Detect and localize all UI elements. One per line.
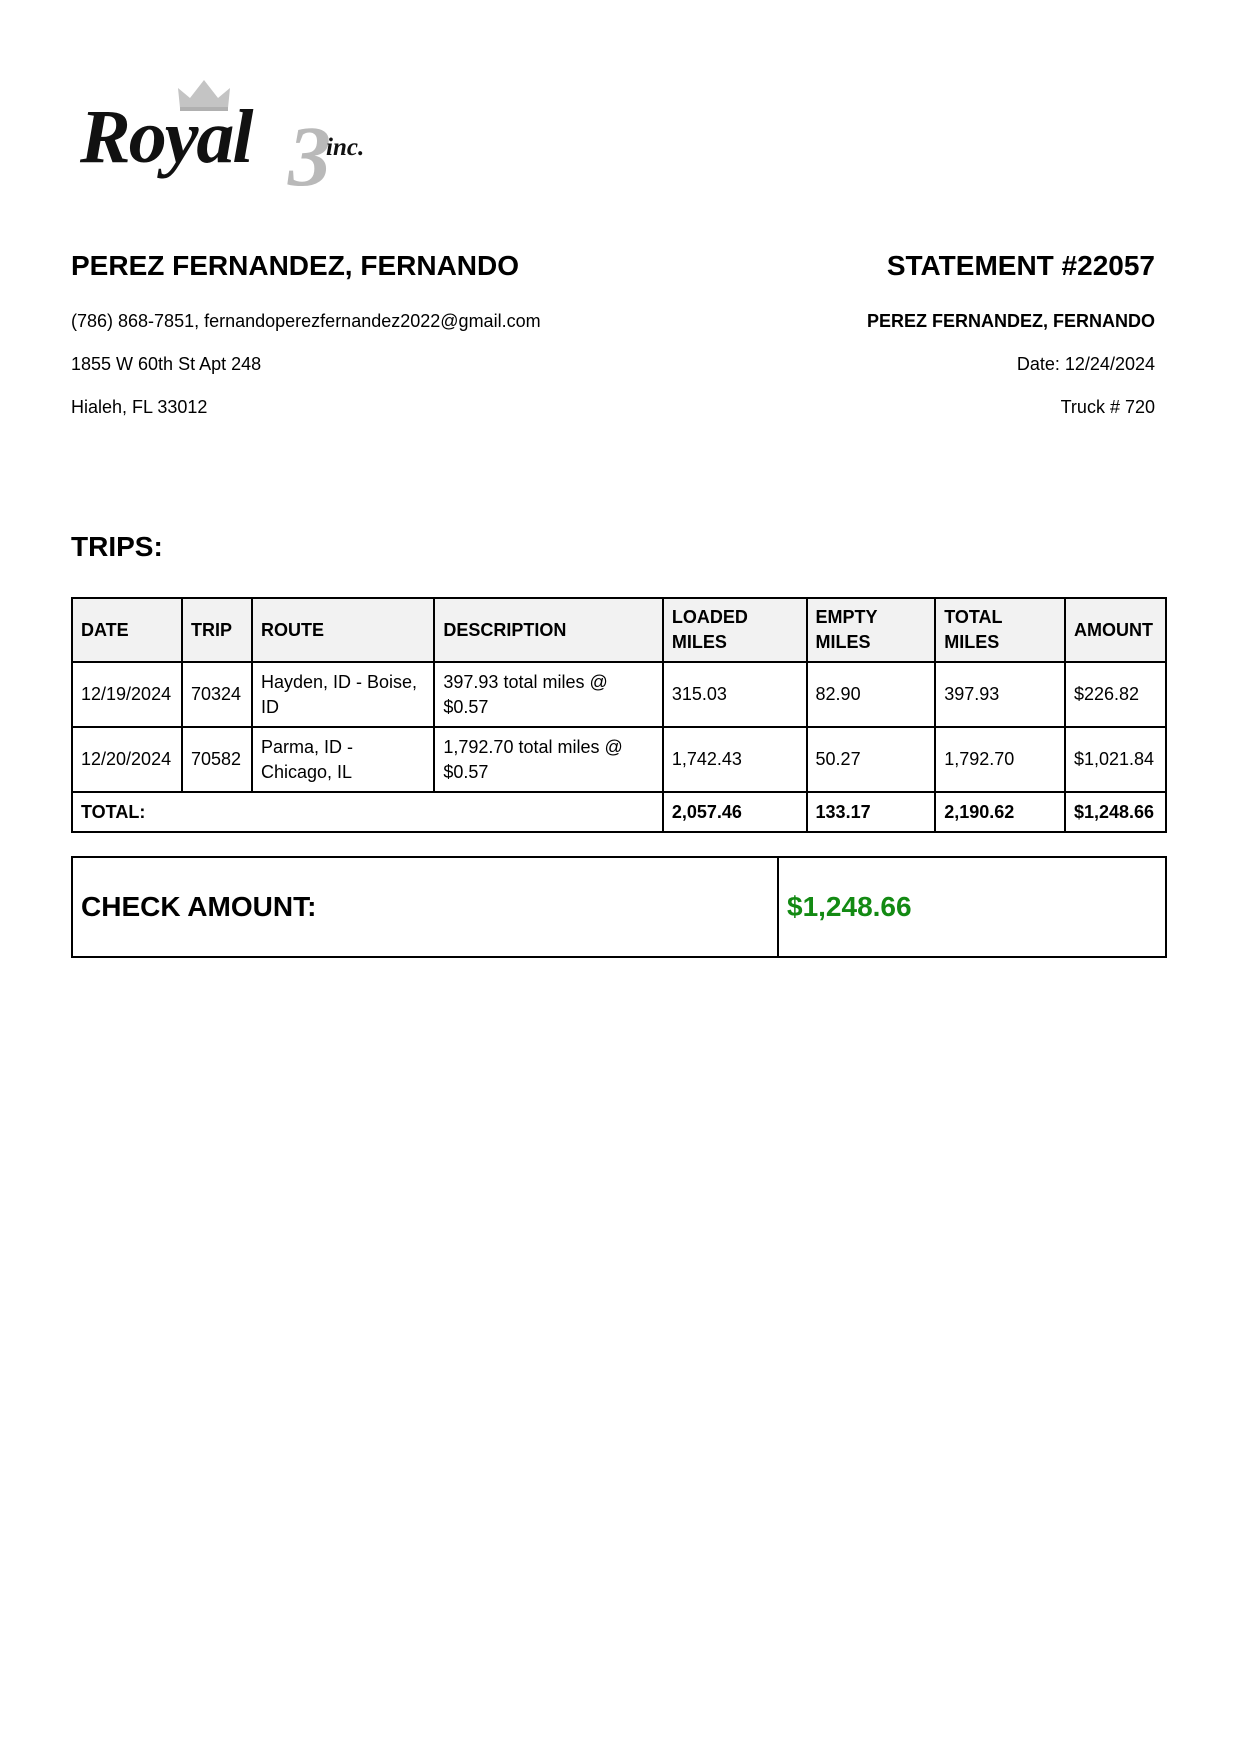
cell-total-miles: 1,792.70 <box>935 727 1065 792</box>
total-amount: $1,248.66 <box>1065 792 1166 832</box>
driver-address-line2: Hialeh, FL 33012 <box>71 397 208 417</box>
cell-date: 12/19/2024 <box>72 662 182 727</box>
cell-amount: $226.82 <box>1065 662 1166 727</box>
cell-description: 397.93 total miles @ $0.57 <box>434 662 662 727</box>
cell-route: Parma, ID - Chicago, IL <box>252 727 434 792</box>
total-loaded-miles: 2,057.46 <box>663 792 807 832</box>
check-amount-box <box>71 856 1167 958</box>
column-header-route: ROUTE <box>252 598 434 662</box>
column-header-date: DATE <box>72 598 182 662</box>
company-logo <box>76 76 386 204</box>
check-amount-label: CHECK AMOUNT: <box>72 857 778 957</box>
total-total-miles: 2,190.62 <box>935 792 1065 832</box>
statement-date: Date: 12/24/2024 <box>1016 354 1155 374</box>
truck-number: Truck # 720 <box>1060 397 1155 417</box>
cell-loaded-miles: 1,742.43 <box>663 727 807 792</box>
column-header-description: DESCRIPTION <box>434 598 662 662</box>
column-header-empty-miles: EMPTY MILES <box>807 598 936 662</box>
cell-loaded-miles: 315.03 <box>663 662 807 727</box>
driver-name-heading: PEREZ FERNANDEZ, FERNANDO <box>71 250 520 281</box>
check-amount-value: $1,248.66 <box>778 857 1166 957</box>
trips-heading: TRIPS: <box>71 531 163 562</box>
table-row <box>72 727 1166 792</box>
cell-trip: 70324 <box>182 662 252 727</box>
column-header-loaded-miles: LOADED MILES <box>663 598 807 662</box>
table-header-row <box>72 598 1166 662</box>
logo-suffix: inc. <box>326 134 365 161</box>
total-empty-miles: 133.17 <box>807 792 936 832</box>
cell-trip: 70582 <box>182 727 252 792</box>
trips-table <box>71 597 1167 833</box>
statement-title: STATEMENT #22057 <box>886 250 1155 281</box>
driver-address-line1: 1855 W 60th St Apt 248 <box>71 354 262 374</box>
cell-amount: $1,021.84 <box>1065 727 1166 792</box>
driver-contact: (786) 868-7851, fernandoperezfernandez2022@gmail.com <box>71 311 541 331</box>
logo-number: 3 <box>288 108 331 204</box>
column-header-total-miles: TOTAL MILES <box>935 598 1065 662</box>
cell-empty-miles: 50.27 <box>807 727 936 792</box>
cell-total-miles: 397.93 <box>935 662 1065 727</box>
column-header-trip: TRIP <box>182 598 252 662</box>
table-row <box>72 662 1166 727</box>
cell-empty-miles: 82.90 <box>807 662 936 727</box>
cell-route: Hayden, ID - Boise, ID <box>252 662 434 727</box>
total-label: TOTAL: <box>72 792 663 832</box>
column-header-amount: AMOUNT <box>1065 598 1166 662</box>
cell-description: 1,792.70 total miles @ $0.57 <box>434 727 662 792</box>
statement-driver-name: PEREZ FERNANDEZ, FERNANDO <box>866 311 1155 331</box>
table-total-row <box>72 792 1166 832</box>
cell-date: 12/20/2024 <box>72 727 182 792</box>
logo-wordmark: Royal <box>80 95 252 179</box>
